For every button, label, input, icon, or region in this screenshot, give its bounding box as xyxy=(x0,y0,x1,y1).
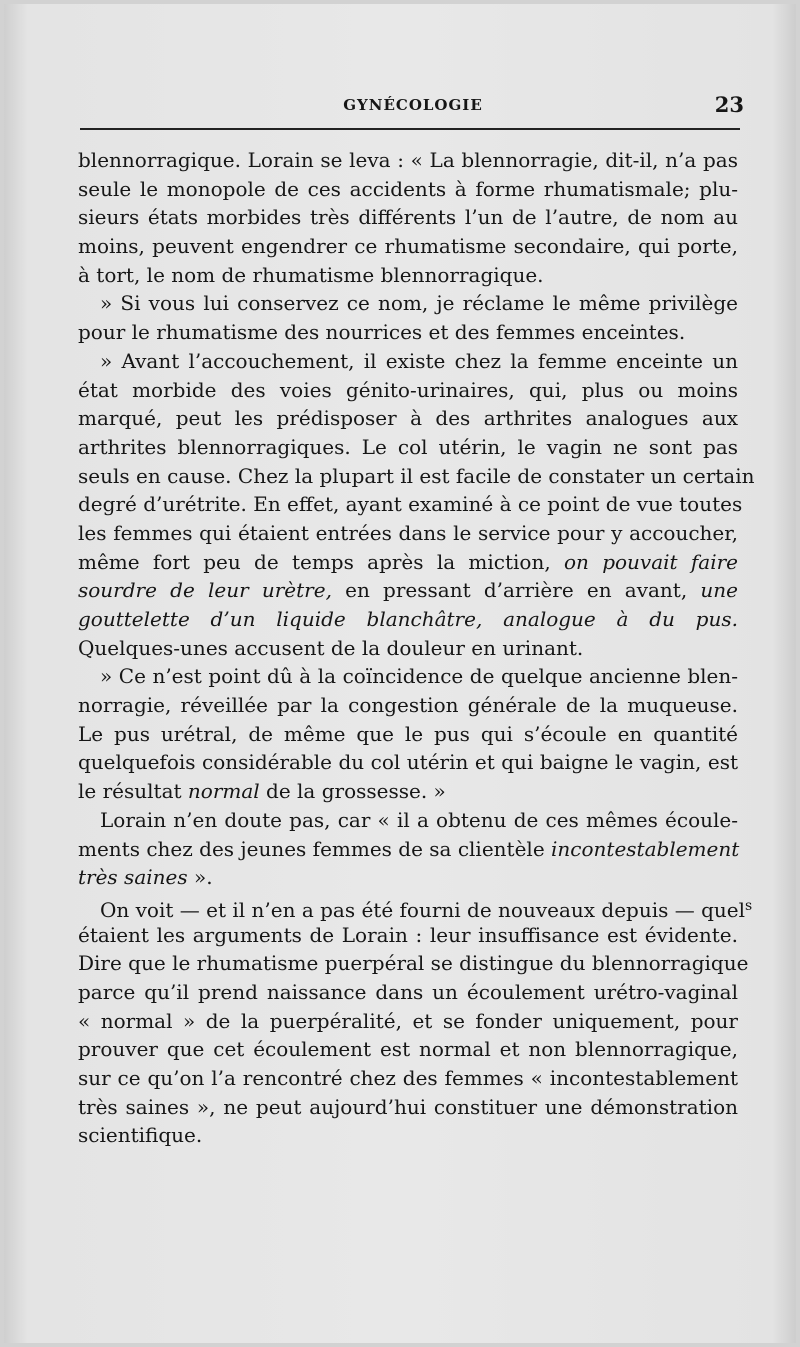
text-segment: arthrites blennorragiques. Le col utérin, le vagin ne sont pas xyxy=(78,434,738,459)
text-segment: seule le monopole de ces accidents à forme rhumatismale; plu- xyxy=(78,176,738,201)
body-text xyxy=(78,146,755,1150)
text-segment: « normal » de la puerpéralité, et se fonder uniquement, pour xyxy=(78,1008,738,1033)
text-segment: le résultat xyxy=(78,779,188,804)
text-segment: norragie, réveillée par la congestion générale de la muqueuse. xyxy=(78,693,738,718)
running-head: GYNÉCOLOGIE xyxy=(343,96,483,114)
text-line xyxy=(78,662,738,691)
text-segment: à tort, le nom de rhumatisme blennorragique. xyxy=(78,262,544,287)
text-segment: prouver que cet écoulement est normal et non blennorragique, xyxy=(78,1037,738,1062)
italic-text: très saines xyxy=(78,865,188,890)
text-line xyxy=(78,748,738,777)
text-segment: parce qu’il prend naissance dans un écoulement urétro-vaginal xyxy=(78,979,738,1004)
italic-text: on pouvait faire xyxy=(564,549,738,574)
text-segment: » Ce n’est point dû à la coïncidence de quelque ancienne blen- xyxy=(100,664,738,689)
text-line xyxy=(78,1035,738,1064)
page-number: 23 xyxy=(714,92,744,117)
text-line xyxy=(78,404,738,433)
text-segment: pour le rhumatisme des nourrices et des femmes enceintes. xyxy=(78,320,686,345)
text-line xyxy=(78,691,738,720)
text-line xyxy=(78,203,738,232)
text-segment: seuls en cause. Chez la plupart il est facile de constater un certain xyxy=(78,463,755,488)
text-segment: blennorragique. Lorain se leva : « La blennorragie, dit-il, n’a pas xyxy=(78,148,738,172)
italic-text: normal xyxy=(187,779,260,804)
text-line xyxy=(78,720,738,749)
text-line xyxy=(78,232,738,261)
text-segment: de la grossesse. » xyxy=(259,779,446,804)
text-segment: marqué, peut les prédisposer à des arthrites analogues aux xyxy=(78,406,738,431)
text-segment: ». xyxy=(187,865,213,890)
text-segment: Lorain n’en doute pas, car « il a obtenu de ces mêmes écoule- xyxy=(100,807,738,832)
text-line xyxy=(78,289,738,318)
text-line xyxy=(78,462,755,491)
text-line xyxy=(78,548,738,577)
text-line xyxy=(78,949,749,978)
text-line xyxy=(78,835,738,864)
text-line xyxy=(78,576,738,605)
text-segment: les femmes qui étaient entrées dans le service pour y accoucher, xyxy=(78,520,738,545)
text-segment: état morbide des voies génito-urinaires, qui, plus ou moins xyxy=(78,377,738,402)
text-line xyxy=(78,863,738,892)
text-segment: Le pus urétral, de même que le pus qui s’écoule en quantité xyxy=(78,721,738,746)
text-segment: moins, peuvent engendrer ce rhumatisme secondaire, qui porte, xyxy=(78,234,738,259)
text-line xyxy=(78,376,738,405)
text-line xyxy=(78,146,738,175)
text-line xyxy=(78,921,738,950)
text-segment: en pressant d’arrière en avant, xyxy=(331,578,701,603)
text-line xyxy=(78,1121,738,1150)
text-line xyxy=(78,1064,738,1093)
text-segment: étaient les arguments de Lorain : leur insuffisance est évidente. xyxy=(78,922,738,947)
italic-text: incontestablement xyxy=(551,836,740,861)
text-line xyxy=(78,175,738,204)
text-line xyxy=(78,605,738,634)
text-line xyxy=(78,261,738,290)
text-line xyxy=(78,806,738,835)
text-segment: s xyxy=(745,897,753,914)
text-segment: sur ce qu’on l’a rencontré chez des femmes « incontestablement xyxy=(78,1066,738,1090)
text-line xyxy=(78,777,738,806)
text-segment: sieurs états morbides très différents l’un de l’autre, de nom au xyxy=(78,205,738,230)
text-line xyxy=(78,318,738,347)
text-line xyxy=(78,490,743,519)
text-segment: degré d’urétrite. En effet, ayant examiné à ce point de vue toutes xyxy=(78,492,743,517)
text-line xyxy=(78,1093,738,1122)
italic-text: sourdre de leur urètre, xyxy=(78,578,332,603)
text-line xyxy=(78,1007,738,1036)
text-segment: très saines », ne peut aujourd’hui constituer une démonstration xyxy=(78,1094,738,1119)
italic-text: une xyxy=(700,578,739,603)
text-line xyxy=(78,978,738,1007)
text-line xyxy=(78,634,738,663)
text-segment: Dire que le rhumatisme puerpéral se distingue du blennorragique xyxy=(78,951,749,976)
italic-text: gouttelette d’un liquide blanchâtre, analogue à du pus. xyxy=(78,607,738,631)
text-segment: même fort peu de temps après la miction, xyxy=(78,549,564,574)
text-segment: » Avant l’accouchement, il existe chez la femme enceinte un xyxy=(100,348,738,373)
text-line xyxy=(78,892,753,922)
text-segment: Quelques-unes accusent de la douleur en urinant. xyxy=(78,635,584,660)
text-segment: On voit — et il n’en a pas été fourni de nouveaux depuis — quel xyxy=(100,897,746,922)
page-header xyxy=(82,92,744,122)
text-line xyxy=(78,433,738,462)
text-line xyxy=(78,519,738,548)
text-segment: scientifique. xyxy=(78,1123,203,1148)
text-segment: quelquefois considérable du col utérin et qui baigne le vagin, est xyxy=(78,750,738,775)
text-segment: ments chez des jeunes femmes de sa clientèle xyxy=(78,836,552,861)
header-rule xyxy=(80,128,740,130)
text-line xyxy=(78,347,738,376)
text-segment: » Si vous lui conservez ce nom, je réclame le même privilège xyxy=(100,291,738,316)
